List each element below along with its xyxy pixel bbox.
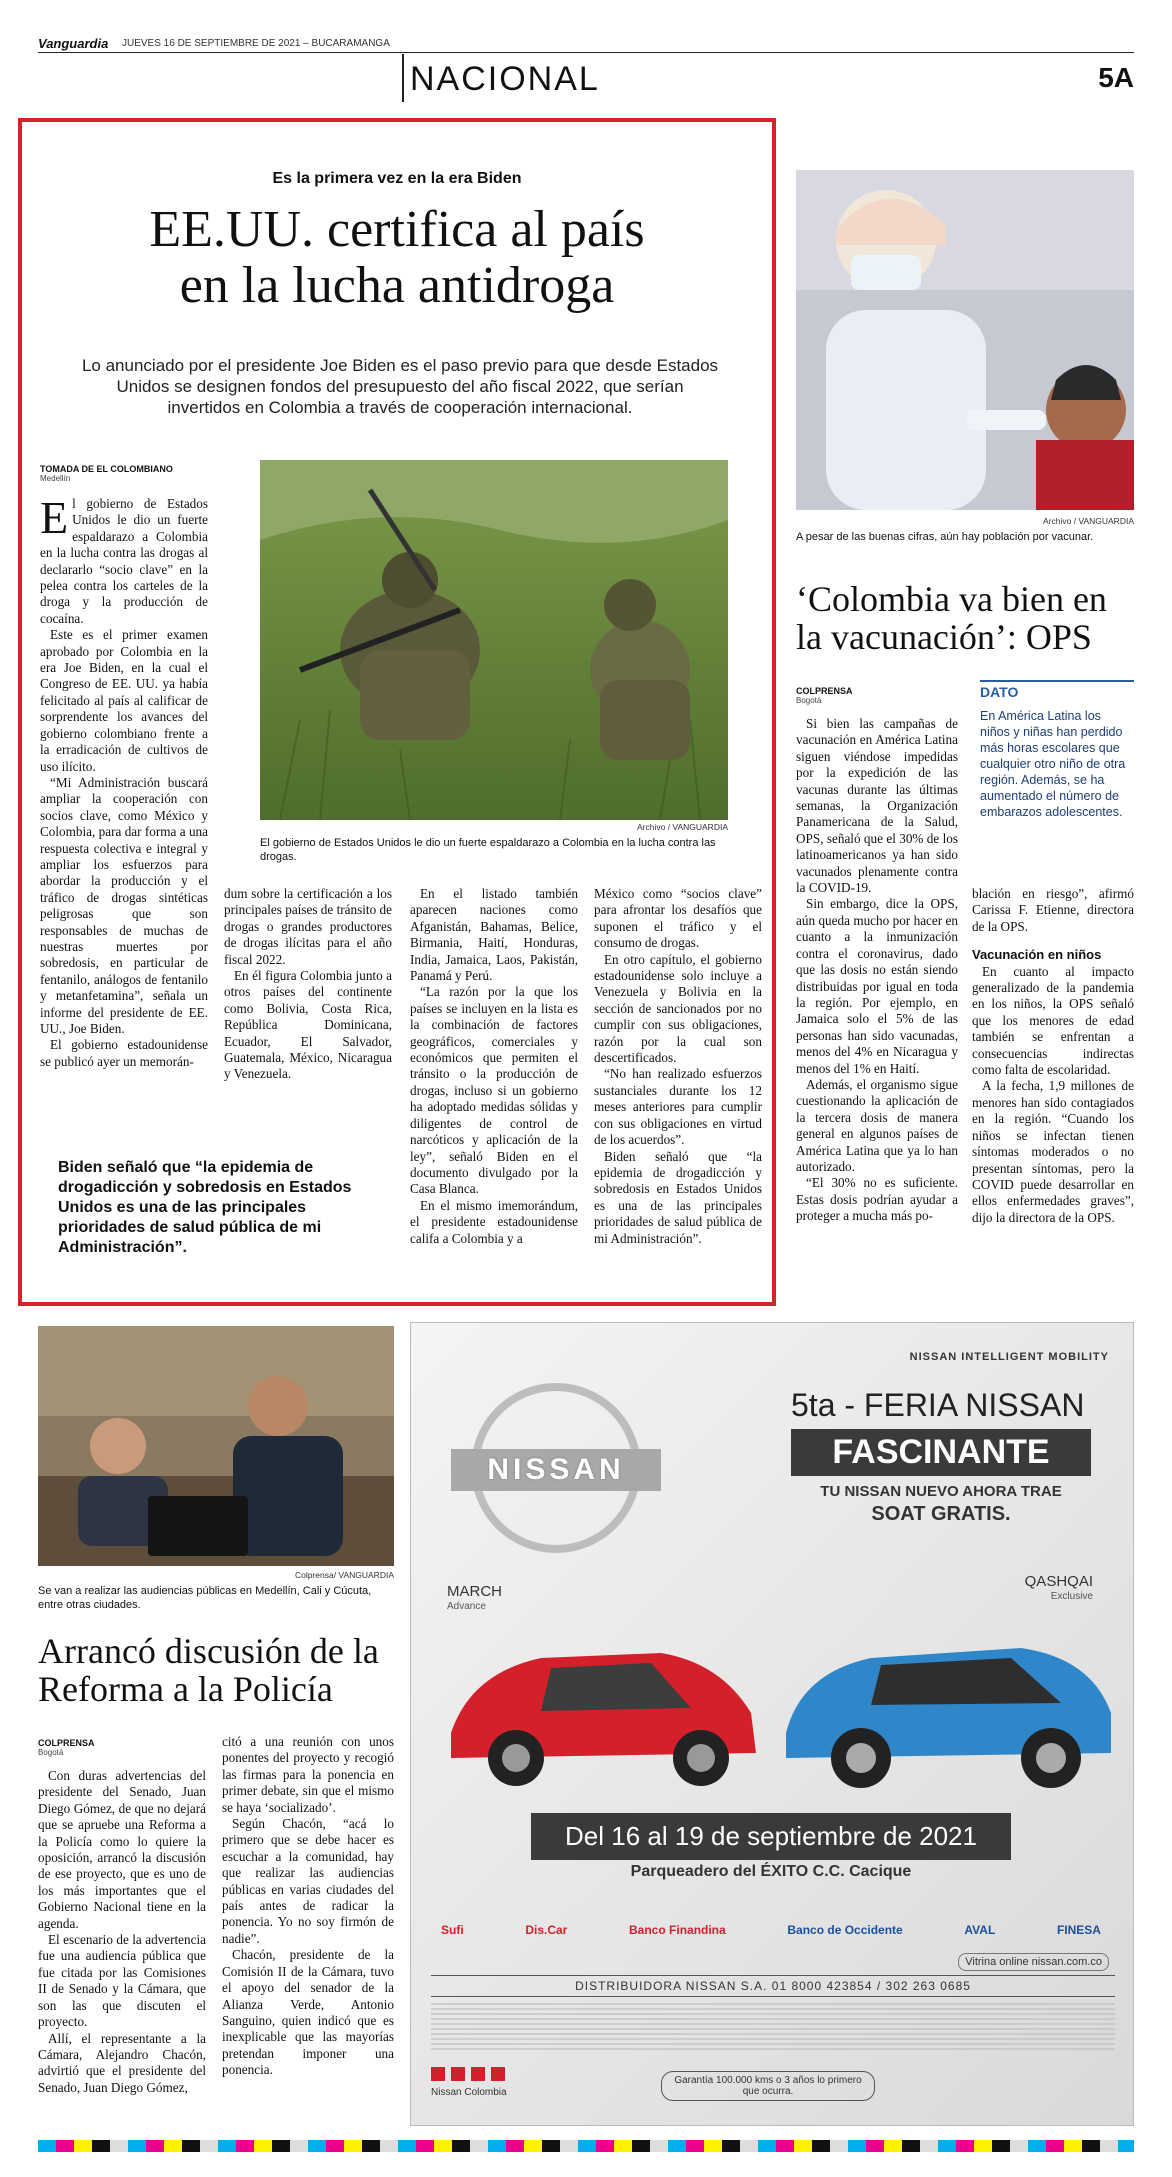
- police-para-5: Según Chacón, “acá lo primero que se debe hacer es escuchar a la comunidad, hay que realizar las audiencias públicas en varias ciudades del país antes de radicar la ponencia. Yo no soy firmón de nadie”.: [222, 1816, 394, 1946]
- vaccine-column-1: [796, 716, 958, 1225]
- sponsor-sufi: Sufi: [441, 1923, 464, 1937]
- ad-model-right-sub: Exclusive: [1050, 1591, 1093, 1602]
- ad-fair-title: 5ta - FERIA NISSAN: [791, 1387, 1085, 1423]
- twitter-icon[interactable]: [451, 2067, 465, 2081]
- main-deck: Lo anunciado por el presidente Joe Biden es el paso previo para que desde Estados Unidos se designen fondos del presupuesto del año fiscal 2022, que serían invertidos en Colombia a través de cooperación internacional.: [81, 356, 719, 417]
- main-para-13: Biden señaló que “la epidemia de drogadicción y sobredosis en Estados Unidos es una de las principales prioridades de salud pública de mi Administración”.: [594, 1148, 762, 1246]
- main-kicker: Es la primera vez en la era Biden: [272, 170, 522, 187]
- red-car-illustration: [431, 1613, 771, 1793]
- vaccine-para-3: Además, el organismo sigue cuestionando la aplicación de la tercera dosis de manera general en algunos países de América Latina que ya lo han autorizado.: [796, 1076, 958, 1174]
- vaccine-subhead: Vacunación en niños: [972, 947, 1102, 963]
- main-column-1: [40, 492, 208, 1070]
- police-para-6: Chacón, presidente de la Comisión II de la Cámara, tuvo el apoyo del senador de la Alianza Verde, Antonio Sanguino, quien indicó que es inexplicable que las mayorías pretendan imponer una ponencia.: [222, 1947, 394, 2078]
- vaccine-byline-block: [796, 686, 853, 705]
- police-para-3: Allí, el representante a la Cámara, Alejandro Chacón, advirtió que el presidente del Senado, Juan Diego Gómez,: [38, 2030, 206, 2095]
- main-column-4: [594, 886, 762, 1247]
- main-para-2: Este es el primer examen aprobado por Colombia en la era Joe Biden, en la cual el Congreso de EE. UU. ya había felicitado al país al calificar de sorprendente los avances del gobierno colombiano frente a la erradicación de cultivos de uso ilícito.: [40, 627, 208, 774]
- police-para-2: El escenario de la advertencia fue una audiencia pública que fue citada por las Comisiones II de Senado y la Cámara, que son las que discuten el proyecto.: [38, 1932, 206, 2030]
- sponsor-discar: Dis.Car: [525, 1923, 568, 1937]
- main-photo-caption: El gobierno de Estados Unidos le dio un fuerte espaldarazo a Colombia en la lucha contra las drogas.: [260, 837, 716, 863]
- issue-date: JUEVES 16 DE SEPTIEMBRE DE 2021 – BUCARAMANGA: [122, 38, 390, 49]
- main-photo-credit: Archivo / VANGUARDIA: [636, 822, 728, 832]
- social-icons: [431, 2067, 505, 2081]
- ad-venue: Parqueadero del ÉXITO C.C. Cacique: [630, 1863, 912, 1880]
- police-column-2: [222, 1734, 394, 2079]
- vaccine-para-2: Sin embargo, dice la OPS, aún queda mucho por hacer en cuanto a la inmunización contra el coronavirus, dado que las dosis no están siendo distribuidas por igual en toda la región. Por ejemplo, en Jamaica solo el 5% de las personas han sido vacunadas, menos del 4% en Nicaragua y menos del 1% en Haití.: [796, 896, 958, 1076]
- main-para-5: dum sobre la certificación a los principales países de tránsito de drogas o grandes productores de drogas ilícitas para el año fiscal 2022.: [224, 886, 392, 967]
- print-registration-bar: [38, 2140, 1134, 2152]
- ad-fascinante-banner: FASCINANTE: [791, 1429, 1091, 1476]
- ad-model-left-sub: Advance: [447, 1601, 486, 1612]
- vaccine-byline: COLPRENSA: [796, 686, 853, 696]
- vaccine-city: Bogotá: [796, 696, 822, 705]
- main-para-1: El gobierno de Estados Unidos le dio un fuerte espaldarazo a Colombia en la lucha contra las drogas al declararlo “socio clave” en la pelea contra los carteles de la droga y la producción de cocaína.: [40, 492, 208, 626]
- main-para-4: El gobierno estadounidense se publicó ayer un memorán-: [40, 1037, 208, 1069]
- police-para-4: citó a una reunión con unos ponentes del proyecto y recogió las firmas para la ponencia en primer debate, sin que el mismo se haya ‘socializado’.: [222, 1734, 394, 1815]
- vaccine-para-6: En cuanto al impacto generalizado de la pandemia en los niños, la OPS señaló que los menores de edad también se enfrentan a consecuencias indirectas como falta de escolaridad.: [972, 963, 1134, 1078]
- facebook-icon[interactable]: [431, 2067, 445, 2081]
- newspaper-brand: Vanguardia: [38, 36, 109, 51]
- police-byline: COLPRENSA: [38, 1738, 95, 1748]
- vaccine-para-4: “El 30% no es suficiente. Estas dosis podrían ayudar a proteger a mucha más po-: [796, 1175, 958, 1224]
- main-city: Medellín: [40, 474, 71, 483]
- vaccine-photo-credit: Archivo / VANGUARDIA: [1042, 516, 1134, 526]
- police-headline: Arrancó discusión de la Reforma a la Policía: [38, 1631, 379, 1709]
- main-byline: TOMADA DE EL COLOMBIANO: [40, 464, 173, 474]
- page-number: 5A: [1098, 62, 1134, 93]
- ad-dates-banner: Del 16 al 19 de septiembre de 2021: [531, 1813, 1011, 1860]
- main-para-8: “La razón por la que los países se incluyen en la lista es la combinación de factores geográficos, comerciales y económicos que permiten el tránsito o la producción de drogas, incluso si un gobierno ha adoptado medidas sólidas y diligentes de control de narcóticos y aplicación de la ley”, señaló Biden en el documento divulgado por la Casa Blanca.: [410, 984, 578, 1197]
- sponsor-occidente: Banco de Occidente: [787, 1923, 903, 1937]
- main-headline: EE.UU. certifica al país en la lucha antidroga: [149, 201, 645, 314]
- police-illustration: [38, 1326, 394, 1566]
- ad-sponsors: [441, 1923, 1101, 1937]
- main-para-6: En él figura Colombia junto a otros países del continente como Bolivia, Costa Rica, República Dominicana, Ecuador, El Salvador, Guatemala, México, Nicaragua y Venezuela.: [224, 968, 392, 1082]
- main-byline-block: [40, 464, 173, 483]
- ad-online-link[interactable]: Vitrina online nissan.com.co: [958, 1953, 1109, 1971]
- police-photo: [38, 1326, 394, 1566]
- ad-logo-text: NISSAN: [451, 1449, 661, 1491]
- police-para-1: Con duras advertencias del presidente del Senado, Juan Diego Gómez, de que no dejará que se apruebe una Reforma a la Policía como lo quiere la oposición, arrancó la discusión de ese proyecto, que es uno de los más importantes que el Gobierno Nacional tiene en la agenda.: [38, 1768, 206, 1931]
- ad-line-1: TU NISSAN NUEVO AHORA TRAE: [820, 1483, 1062, 1500]
- vaccine-headline: ‘Colombia va bien en la vacunación’: OPS: [796, 579, 1107, 657]
- ad-fine-print: [431, 2003, 1115, 2053]
- vaccination-illustration: [796, 170, 1134, 510]
- main-para-12: “No han realizado esfuerzos sustanciales durante los 12 meses anteriores para cumplir con sus obligaciones en virtud de los acuerdos”.: [594, 1066, 762, 1148]
- vaccine-photo-caption: A pesar de las buenas cifras, aún hay población por vacunar.: [796, 531, 1094, 543]
- dato-label: DATO: [980, 684, 1019, 700]
- sponsor-finandina: Banco Finandina: [629, 1923, 726, 1937]
- blue-car-illustration: [771, 1603, 1121, 1793]
- youtube-icon[interactable]: [471, 2067, 485, 2081]
- main-para-9: En el mismo imemorándum, el presidente estadounidense califa a Colombia y a: [410, 1197, 578, 1246]
- nissan-ad: [410, 1322, 1134, 2126]
- main-para-11: En otro capítulo, el gobierno estadounidense solo incluye a Venezuela y Bolivia en la sección de sancionados por no cumplir con sus obligaciones, razón por la cual son descertificados.: [594, 951, 762, 1066]
- dato-text: En América Latina los niños y niñas han perdido más horas escolares que cualquier otro niño de otra región. Además, se ha aumentado el número de embarazos adolescentes.: [980, 709, 1126, 819]
- police-photo-caption: Se van a realizar las audiencias públicas en Medellín, Cali y Cúcuta, entre otras ciudades.: [38, 1585, 372, 1611]
- ad-guarantee: Garantía 100.000 kms o 3 años lo primero que ocurra.: [661, 2071, 875, 2101]
- section-divider: [402, 54, 404, 102]
- soldiers-illustration: [260, 460, 728, 820]
- main-para-10: México como “socios clave” para afrontar los desafíos que suponen el tráfico y el consumo de drogas.: [594, 886, 762, 951]
- ad-distribuidora: DISTRIBUIDORA NISSAN S.A. 01 8000 423854 / 302 263 0685: [431, 1975, 1115, 1997]
- vaccine-para-1: Si bien las campañas de vacunación en América Latina siguen viéndose impedidas por la expedición de las vacunas durante las últimas semanas, la Organización Panamericana de la Salud, OPS, señaló que el 30% de los latinoamericanos ya han sido vacunados plenamente contra la COVID-19.: [796, 716, 958, 896]
- ad-model-right: QASHQAI: [1024, 1573, 1093, 1590]
- masthead-divider: [38, 52, 1134, 53]
- vaccination-photo: [796, 170, 1134, 510]
- instagram-icon[interactable]: [491, 2067, 505, 2081]
- dato-box: [980, 680, 1134, 820]
- police-byline-block: [38, 1738, 95, 1757]
- vaccine-para-5: blación en riesgo”, afirmó Carissa F. Etienne, directora de la OPS.: [972, 886, 1134, 934]
- police-city: Bogotá: [38, 1748, 64, 1757]
- sponsor-finesa: FINESA: [1056, 1923, 1101, 1937]
- main-para-3: “Mi Administración buscará ampliar la cooperación con socios clave, como México y Colombia, para dar forma a una respuesta colectiva e integral y ampliar los esfuerzos para abordar la producción y el tráfico de drogas sintéticas peligrosas que son responsables de muchas de nuestras muertes por sobredosis, en particular de fentanilo, análogos de fentanilo y metanfetamina”, señala un informe del presidente de EE. UU., Joe Biden.: [40, 774, 208, 1036]
- vaccine-column-2: [972, 886, 1134, 1226]
- ad-model-left: MARCH: [447, 1583, 502, 1600]
- police-photo-credit: Colprensa/ VANGUARDIA: [294, 1570, 394, 1580]
- pull-quote: Biden señaló que “la epidemia de drogadicción y sobredosis en Estados Unidos es una de las principales prioridades de salud pública de mi Administración”.: [58, 1159, 352, 1256]
- section-title: NACIONAL: [410, 60, 600, 98]
- ad-tagline: NISSAN INTELLIGENT MOBILITY: [909, 1351, 1109, 1363]
- vaccine-para-7: A la fecha, 1,9 millones de menores han sido contagiados en la región. “Cuando los niños se infectan tienen síntomas moderados o no presentan síntomas, pero la COVID puede desarrollar en ellos enfermedades graves”, dijo la directora de la OPS.: [972, 1078, 1134, 1225]
- sponsor-aval: AVAL: [964, 1923, 996, 1937]
- soldiers-photo: [260, 460, 728, 820]
- main-column-2: [224, 886, 392, 1083]
- main-column-3: [410, 886, 578, 1247]
- dropcap: E: [40, 492, 69, 543]
- ad-social-label: Nissan Colombia: [431, 2087, 507, 2098]
- ad-line-2: SOAT GRATIS.: [871, 1503, 1011, 1525]
- police-column-1: [38, 1768, 206, 2096]
- main-para-7: En el listado también aparecen naciones como Afganistán, Bahamas, Belice, Birmania, Haití, Honduras, India, Jamaica, Laos, Pakistán, Panamá y Perú.: [410, 886, 578, 984]
